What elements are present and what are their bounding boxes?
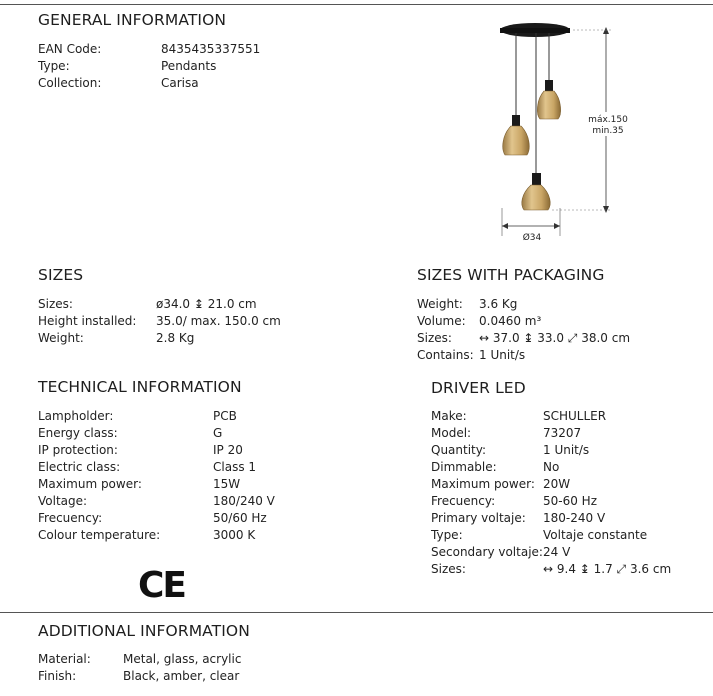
row-label: Sizes: <box>417 331 452 345</box>
row-value: 8435435337551 <box>161 42 261 56</box>
row-label: Volume: <box>417 314 466 328</box>
row-value: 24 V <box>543 545 571 559</box>
row-label: Sizes: <box>431 562 466 576</box>
row-value: 73207 <box>543 426 582 440</box>
row-value: 1 Unit/s <box>479 348 526 362</box>
row-label: Primary voltaje: <box>431 511 526 525</box>
height-min-label: min.35 <box>592 126 624 136</box>
driver-title: DRIVER LED <box>431 379 526 397</box>
row-label: Height installed: <box>38 314 137 328</box>
row-value: Pendants <box>161 59 217 73</box>
row-label: Maximum power: <box>431 477 535 491</box>
row-value: 15W <box>213 477 241 491</box>
row-label: IP protection: <box>38 443 118 457</box>
row-value: Metal, glass, acrylic <box>123 652 242 666</box>
row-label: Finish: <box>38 669 77 683</box>
lamp-holder <box>545 80 553 91</box>
row-value: Voltaje constante <box>543 528 648 542</box>
row-label: Secondary voltaje: <box>431 545 543 559</box>
row-label: Type: <box>431 528 463 542</box>
lamp-holder <box>532 173 541 185</box>
ce-mark-icon: CE <box>138 565 186 606</box>
row-value: 3000 K <box>213 528 256 542</box>
row-value: IP 20 <box>213 443 243 457</box>
canopy-side <box>500 28 570 33</box>
diameter-label: Ø34 <box>522 233 542 243</box>
row-label: Colour temperature: <box>38 528 161 542</box>
row-label: EAN Code: <box>38 42 102 56</box>
row-value: 20W <box>543 477 571 491</box>
row-label: Model: <box>431 426 472 440</box>
row-value: ↔ 9.4 ↨ 1.7 ⤢ 3.6 cm <box>543 562 672 576</box>
lamp-holder <box>512 115 520 126</box>
product-drawing <box>490 18 650 250</box>
row-value: Carisa <box>161 76 199 90</box>
row-label: Type: <box>38 59 70 73</box>
arrow-up-icon <box>603 27 609 34</box>
lamp-shade <box>503 126 529 155</box>
row-value: 0.0460 m³ <box>479 314 542 328</box>
row-label: Quantity: <box>431 443 487 457</box>
row-value: 2.8 Kg <box>156 331 195 345</box>
row-label: Weight: <box>38 331 84 345</box>
lamp-shade <box>522 185 550 210</box>
row-label: Frecuency: <box>38 511 103 525</box>
row-label: Collection: <box>38 76 102 90</box>
row-value: ↔ 37.0 ↨ 33.0 ⤢ 38.0 cm <box>479 331 631 345</box>
row-label: Weight: <box>417 297 463 311</box>
row-value: SCHULLER <box>543 409 607 423</box>
row-label: Electric class: <box>38 460 121 474</box>
technical-title: TECHNICAL INFORMATION <box>38 378 242 396</box>
row-label: Energy class: <box>38 426 118 440</box>
row-label: Lampholder: <box>38 409 114 423</box>
arrow-left-icon <box>502 223 508 229</box>
row-label: Frecuency: <box>431 494 496 508</box>
row-value: 180-240 V <box>543 511 606 525</box>
height-max-label: máx.150 <box>588 115 628 125</box>
arrow-right-icon <box>554 223 560 229</box>
row-value: 180/240 V <box>213 494 275 508</box>
arrow-down-icon <box>603 206 609 213</box>
sizes-title: SIZES <box>38 266 84 284</box>
row-value: 50/60 Hz <box>213 511 267 525</box>
packaging-title: SIZES WITH PACKAGING <box>417 266 605 284</box>
general-title: GENERAL INFORMATION <box>38 11 227 29</box>
row-label: Material: <box>38 652 91 666</box>
row-value: ø34.0 ↨ 21.0 cm <box>156 297 257 311</box>
lamp-shade <box>537 91 560 119</box>
row-value: Black, amber, clear <box>123 669 240 683</box>
row-value: 35.0/ max. 150.0 cm <box>156 314 281 328</box>
row-label: Contains: <box>417 348 474 362</box>
row-label: Dimmable: <box>431 460 497 474</box>
additional-title: ADDITIONAL INFORMATION <box>38 622 250 640</box>
row-value: 50-60 Hz <box>543 494 598 508</box>
row-value: G <box>213 426 223 440</box>
row-label: Maximum power: <box>38 477 142 491</box>
row-value: PCB <box>213 409 237 423</box>
row-label: Voltage: <box>38 494 88 508</box>
row-label: Make: <box>431 409 467 423</box>
row-value: 1 Unit/s <box>543 443 590 457</box>
row-value: No <box>543 460 560 474</box>
top-rule <box>0 4 713 5</box>
row-value: 3.6 Kg <box>479 297 518 311</box>
additional-rule <box>0 612 713 613</box>
row-value: Class 1 <box>213 460 257 474</box>
row-label: Sizes: <box>38 297 73 311</box>
